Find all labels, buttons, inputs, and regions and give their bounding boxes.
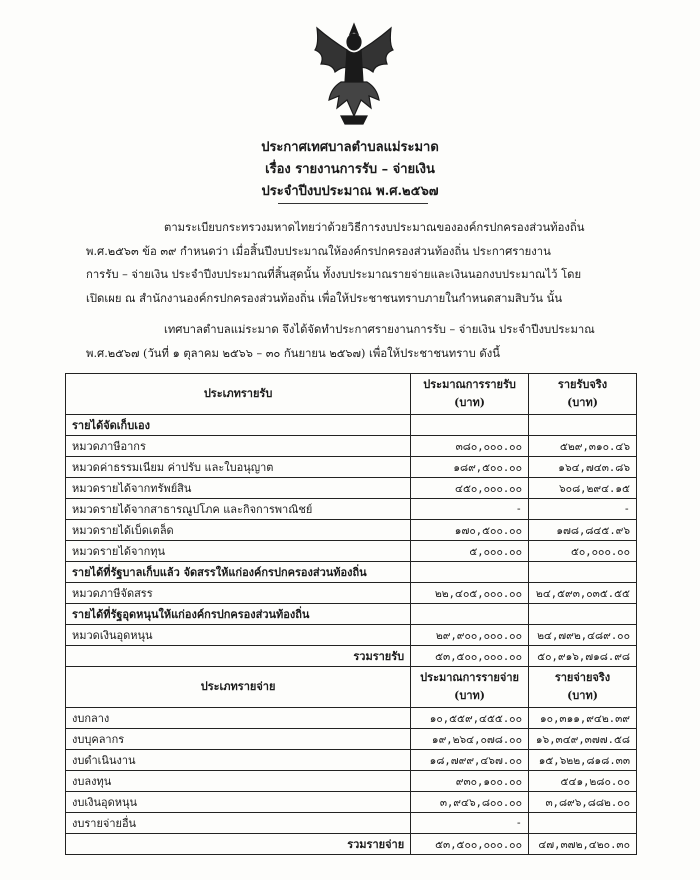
- expense-total-actual: ๔๗,๓๗๒,๔๒๐.๓๐: [529, 834, 637, 855]
- table-row: [66, 750, 637, 771]
- section-title: รายได้ที่รัฐบาลเก็บแล้ว จัดสรรให้แก่องค์กรปกครองส่วนท้องถิ่น: [66, 562, 411, 583]
- estimate-value: -: [411, 813, 529, 834]
- header-divider: [278, 203, 428, 204]
- revenue-header-row: [66, 374, 637, 415]
- garuda-emblem-icon: [311, 20, 397, 128]
- row-label: หมวดภาษีอากร: [66, 436, 411, 457]
- row-label: งบบุคลากร: [66, 729, 411, 750]
- estimate-value: ๒๙,๙๐๐,๐๐๐.๐๐: [411, 625, 529, 646]
- table-row: [66, 478, 637, 499]
- expense-type-header: ประเภทรายจ่าย: [66, 667, 411, 708]
- budget-table: [65, 373, 637, 855]
- announcement-subject: เรื่อง รายงานการรับ – จ่ายเงิน: [265, 162, 435, 177]
- announcement-title: ประกาศเทศบาลตำบลแม่ระมาด: [261, 140, 439, 155]
- estimate-value: ๓,๙๔๖,๘๐๐.๐๐: [411, 792, 529, 813]
- estimate-value: ๒๒,๔๐๕,๐๐๐.๐๐: [411, 583, 529, 604]
- table-row: [66, 583, 637, 604]
- table-row: [66, 520, 637, 541]
- table-row: [66, 729, 637, 750]
- actual-value: ๕๒๙,๓๑๐.๔๖: [529, 436, 637, 457]
- actual-value: ๑๕,๖๒๒,๘๑๘.๓๓: [529, 750, 637, 771]
- paragraph-line: ตามระเบียบกระทรวงมหาดไทยว่าด้วยวิธีการงบประมาณขององค์กรปกครองส่วนท้องถิ่น: [164, 221, 585, 234]
- paragraph-regulation: [86, 216, 634, 310]
- revenue-section-row: [66, 562, 637, 583]
- revenue-total-estimate: ๕๓,๕๐๐,๐๐๐.๐๐: [411, 646, 529, 667]
- actual-value: ๑๐,๓๑๑,๙๔๒.๓๙: [529, 708, 637, 729]
- estimate-value: ๑๘,๗๙๙,๔๖๗.๐๐: [411, 750, 529, 771]
- estimate-value: ๕,๐๐๐.๐๐: [411, 541, 529, 562]
- table-row: [66, 708, 637, 729]
- estimate-value: ๓๘๐,๐๐๐.๐๐: [411, 436, 529, 457]
- revenue-section-row: [66, 415, 637, 436]
- revenue-total-label: รวมรายรับ: [66, 646, 411, 667]
- table-row: [66, 499, 637, 520]
- estimate-value: -: [411, 499, 529, 520]
- revenue-estimate-header: ประมาณการรายรับ (บาท): [411, 374, 529, 415]
- actual-value: ๒๔,๕๙๓,๐๓๕.๕๕: [529, 583, 637, 604]
- actual-value: ๖๐๘,๒๙๔.๑๕: [529, 478, 637, 499]
- table-row: [66, 792, 637, 813]
- estimate-value: ๙๓๐,๑๐๐.๐๐: [411, 771, 529, 792]
- table-row: [66, 771, 637, 792]
- section-title: รายได้ที่รัฐอุดหนุนให้แก่องค์กรปกครองส่วนท้องถิ่น: [66, 604, 411, 625]
- expense-header-row: [66, 667, 637, 708]
- paragraph-line: พ.ศ.๒๕๖๗ (วันที่ ๑ ตุลาคม ๒๕๖๖ – ๓๐ กันยายน ๒๕๖๗) เพื่อให้ประชาชนทราบ ดังนี้: [86, 346, 500, 360]
- paragraph-line: เทศบาลตำบลแม่ระมาด จึงได้จัดทำประกาศรายงานการรับ – จ่ายเงิน ประจำปีงบประมาณ: [164, 323, 595, 336]
- paragraph-line: พ.ศ.๒๕๖๓ ข้อ ๓๙ กำหนดว่า เมื่อสิ้นปีงบประมาณให้องค์กรปกครองส่วนท้องถิ่น ประกาศรายงาน: [86, 244, 551, 258]
- row-label: หมวดเงินอุดหนุน: [66, 625, 411, 646]
- actual-value: ๑๗๘,๘๔๕.๙๖: [529, 520, 637, 541]
- expense-total-estimate: ๕๓,๕๐๐,๐๐๐.๐๐: [411, 834, 529, 855]
- estimate-value: ๑๗๐,๕๐๐.๐๐: [411, 520, 529, 541]
- row-label: หมวดรายได้จากทรัพย์สิน: [66, 478, 411, 499]
- actual-value: ๓,๘๙๖,๘๘๒.๐๐: [529, 792, 637, 813]
- estimate-value: ๔๕๐,๐๐๐.๐๐: [411, 478, 529, 499]
- row-label: หมวดรายได้จากทุน: [66, 541, 411, 562]
- row-label: หมวดภาษีจัดสรร: [66, 583, 411, 604]
- expense-total-row: [66, 834, 637, 855]
- actual-value: ๑๖๔,๗๔๓.๘๖: [529, 457, 637, 478]
- row-label: งบดำเนินงาน: [66, 750, 411, 771]
- row-label: งบลงทุน: [66, 771, 411, 792]
- actual-value: -: [529, 499, 637, 520]
- revenue-actual-header: รายรับจริง (บาท): [529, 374, 637, 415]
- row-label: หมวดรายได้เบ็ดเตล็ด: [66, 520, 411, 541]
- row-label: หมวดค่าธรรมเนียม ค่าปรับ และใบอนุญาต: [66, 457, 411, 478]
- paragraph-line: เปิดเผย ณ สำนักงานองค์กรปกครองส่วนท้องถิ่น เพื่อให้ประชาชนทราบภายในกำหนดสามสิบวัน นั้น: [86, 291, 563, 305]
- estimate-value: ๑๘๙,๕๐๐.๐๐: [411, 457, 529, 478]
- paragraph-line: การรับ – จ่ายเงิน ประจำปีงบประมาณที่สิ้นสุดนั้น ทั้งงบประมาณรายจ่ายและเงินนอกงบประมาณไว้ โดย: [86, 268, 582, 282]
- expense-actual-header: รายจ่ายจริง (บาท): [529, 667, 637, 708]
- table-row: [66, 541, 637, 562]
- table-row: [66, 813, 637, 834]
- row-label: งบเงินอุดหนุน: [66, 792, 411, 813]
- table-row: [66, 625, 637, 646]
- actual-value: ๒๔,๗๙๒,๔๘๙.๐๐: [529, 625, 637, 646]
- estimate-value: ๑๐,๕๕๙,๔๕๕.๐๐: [411, 708, 529, 729]
- paragraph-announcement: [86, 318, 634, 365]
- table-row: [66, 436, 637, 457]
- row-label: หมวดรายได้จากสาธารณูปโภค และกิจการพาณิชย์: [66, 499, 411, 520]
- expense-total-label: รวมรายจ่าย: [66, 834, 411, 855]
- revenue-section-row: [66, 604, 637, 625]
- revenue-total-row: [66, 646, 637, 667]
- actual-value: ๕๐,๐๐๐.๐๐: [529, 541, 637, 562]
- actual-value: ๕๔๑,๒๘๐.๐๐: [529, 771, 637, 792]
- revenue-total-actual: ๕๐,๙๑๖,๗๑๘.๙๘: [529, 646, 637, 667]
- actual-value: [529, 813, 637, 834]
- expense-estimate-header: ประมาณการรายจ่าย (บาท): [411, 667, 529, 708]
- section-title: รายได้จัดเก็บเอง: [66, 415, 411, 436]
- estimate-value: ๑๙,๒๖๔,๐๗๘.๐๐: [411, 729, 529, 750]
- table-row: [66, 457, 637, 478]
- actual-value: ๑๖,๓๔๙,๓๗๗.๕๘: [529, 729, 637, 750]
- revenue-type-header: ประเภทรายรับ: [66, 374, 411, 415]
- row-label: งบกลาง: [66, 708, 411, 729]
- announcement-fiscal-year: ประจำปีงบประมาณ พ.ศ.๒๕๖๗: [261, 184, 439, 199]
- row-label: งบรายจ่ายอื่น: [66, 813, 411, 834]
